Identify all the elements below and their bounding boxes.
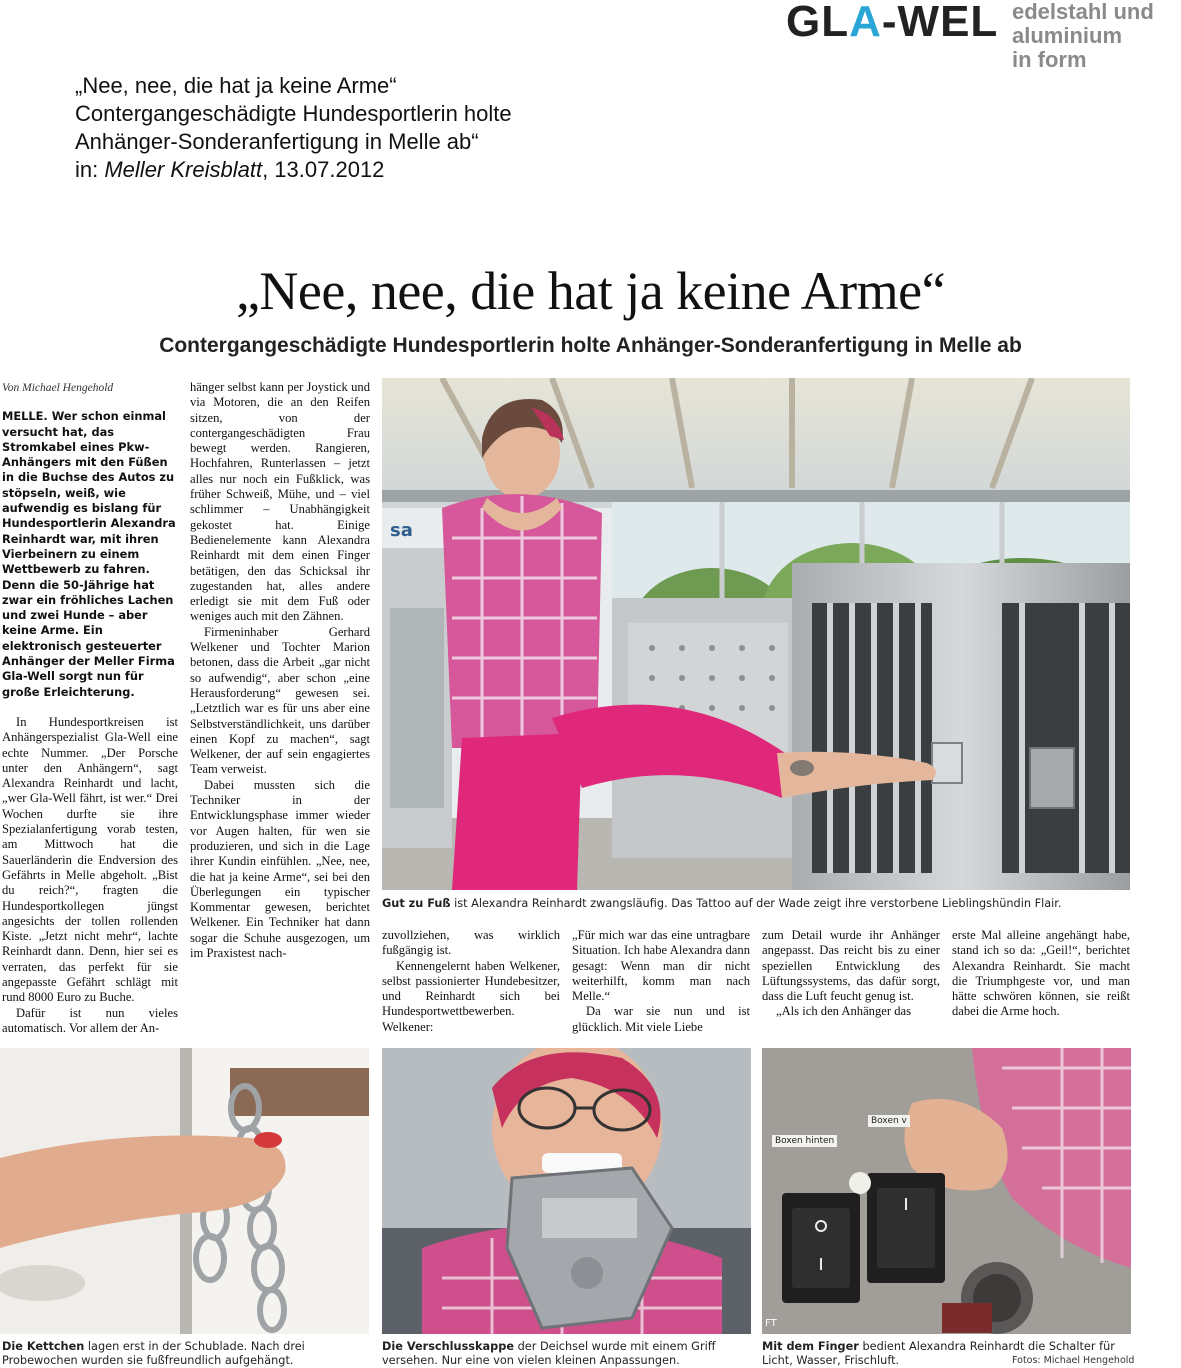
lead-paragraph: MELLE. Wer schon einmal versucht hat, das Stromkabel eines Pkw-Anhängers mit den Füßen in die Buchse des Autos zu stöpseln, weiß, wie aufwendig es bislang für Hundesportlerin Alexandra Reinhardt war, mit ihren Vierbeinern zu einem Wettbewerb zu fahren. Denn die 50-Jährige hat zwar ein fröhliches Lachen und zwei Hunde – aber keine Arme. Ein elektronisch gesteuerter Anhänger der Meller Firma Gla-Well sorgt nun für große Erleichterung. xyxy=(2,409,176,699)
main-photo xyxy=(382,378,1130,890)
photo-switches xyxy=(762,1048,1131,1334)
tagline-line: in form xyxy=(1012,47,1087,72)
photo-corner-text: FT xyxy=(765,1318,777,1329)
photo-cap xyxy=(382,1048,751,1334)
article-column-4 xyxy=(572,928,750,1035)
body-paragraph: zum Detail wurde ihr Anhänger angepasst. Das reicht bis zu einer speziellen Entwicklung des Lüftungssystems, das dafür sorgt, dass die Luft feucht genug ist. xyxy=(762,928,940,1004)
body-paragraph: Dabei mussten sich die Techniker in der Entwicklungsphase immer wieder vor Augen halten, für wen sie produzieren, und sich in die Lage ihrer Kundin einfühlen. „Nee, nee, die hat ja keine Arme“, sei bei den Überlegungen ein typischer Kommentar gewesen, berichtet Welkener. Ein Techniker hat dann sogar die Schuhe ausgezogen, um im Praxistest nach- xyxy=(190,777,370,960)
citation-title-line: Anhänger-Sonderanfertigung in Melle ab“ xyxy=(75,129,479,154)
photo-switches-illustration xyxy=(762,1048,1131,1334)
body-paragraph: zuvollziehen, was wirklich fußgängig ist. xyxy=(382,928,560,958)
body-paragraph: Firmeninhaber Gerhard Welkener und Tochter Marion betonen, dass die Arbeit „gar nicht so aufwendig“, aber schon „eine Herausforderung“ gewesen sei. „Letztlich war es für uns aber eine Selbstverständlichkeit, uns darüber einen Kopf zu machen“, sagt Welkener, der auf sein engagiertes Team verweist. xyxy=(190,624,370,777)
photo-credit: Fotos: Michael Hengehold xyxy=(1012,1355,1135,1366)
citation-title-line: „Nee, nee, die hat ja keine Arme“ xyxy=(75,73,397,98)
store-sign-text: sa xyxy=(390,520,413,541)
photo-switches-caption: Mit dem Finger bedient Alexandra Reinhardt die Schalter für Licht, Wasser, Frischluft. xyxy=(762,1340,1115,1367)
article-column-2 xyxy=(190,380,370,961)
body-paragraph: erste Mal alleine angehängt habe, stand ich so da: „Geil!“, berichtet Alexandra Reinhardt. Sie macht die Triumphgeste vor, und man hätte schwören können, sie reißt dabei die Arme hoch. xyxy=(952,928,1130,1019)
article-column-5 xyxy=(762,928,940,1020)
photo-cap-illustration xyxy=(382,1048,751,1334)
body-paragraph: In Hundesportkreisen ist Anhängerspezialist Gla-Well eine echte Nummer. „Der Porsche unter den Anhängern“, sagt Alexandra Reinhardt und lacht, „wer Gla-Well fährt, ist wer.“ Drei Wochen durfte sie ihre Spezialanfertigung vorab testen, am Mittwoch hat die Sauerländerin die Endversion des Gefährts in Melle abgeholt. „Bist du reich?“, fragten die Hundesportkollegen jüngst angesichts der tollen rollenden Kiste. „Jetzt nicht mehr“, lachte Reinhardt dann. Denn, hier sei es verraten, das perfekt für sie angepasste Gefährt schlägt mit rund 8000 Euro zu Buche. xyxy=(2,714,178,1005)
main-photo-illustration xyxy=(382,378,1130,890)
byline: Von Michael Hengehold xyxy=(2,382,114,394)
citation-block xyxy=(75,72,695,184)
citation-title-line: Contergangeschädigte Hundesportlerin holte xyxy=(75,101,512,126)
switch-label: Boxen v xyxy=(868,1115,910,1127)
citation-source: Meller Kreisblatt xyxy=(104,157,263,182)
article-column-3 xyxy=(382,928,560,1035)
citation-source-line: in: Meller Kreisblatt, 13.07.2012 xyxy=(75,157,385,182)
photo-chain-caption: Die Kettchen lagen erst in der Schublade. Nach drei Probewochen wurden sie fußfreundlich aufgehängt. xyxy=(2,1340,305,1367)
body-paragraph: hänger selbst kann per Joystick und via Motoren, die an den Reifen sitzen, von der contergangeschädigten Frau bewegt werden. Rangieren, Hochfahren, Runterlassen – jetzt alles nur noch ein Fußklick, was früher Schweiß, Mühe, und – viel schlimmer – Unabhängigkeit gekostet hat. Einige Bedienelemente kann Alexandra Reinhardt mit dem einen Finger betätigen, den das Schicksal ihr zugestanden hat, alles andere erledigt sie mit dem Fuß oder weniges auch mit den Zähnen. xyxy=(190,380,370,624)
article-headline: „Nee, nee, die hat ja keine Arme“ xyxy=(235,261,946,321)
photo-chain xyxy=(0,1048,369,1334)
switch-label: Boxen hinten xyxy=(772,1135,837,1147)
photo-chain-illustration xyxy=(0,1048,369,1334)
body-paragraph: Dafür ist nun vieles automatisch. Vor allem der An- xyxy=(2,1005,178,1035)
article-subheadline: Contergangeschädigte Hundesportlerin holte Anhänger-Sonderanfertigung in Melle ab xyxy=(159,334,1022,357)
body-paragraph: Da war sie nun und ist glücklich. Mit viele Liebe xyxy=(572,1004,750,1034)
company-tagline xyxy=(1012,0,1181,72)
body-paragraph: „Für mich war das eine untragbare Situation. Ich habe Alexandra dann gesagt: Wenn man dir nicht weiterhilft, komm man nach Melle.“ xyxy=(572,928,750,1004)
article-column-1 xyxy=(2,381,178,1036)
company-logo: GLA-WEL xyxy=(786,0,999,46)
main-photo-caption: Gut zu Fuß ist Alexandra Reinhardt zwangsläufig. Das Tattoo auf der Wade zeigt ihre verstorbene Lieblingshündin Flair. xyxy=(382,897,1062,910)
tagline-line: aluminium xyxy=(1012,23,1123,48)
article-column-6 xyxy=(952,928,1130,1020)
body-paragraph: Kennengelernt haben Welkener, selbst passionierter Hundebesitzer, und Reinhardt sich bei Hundesportwettbewerben. Welkener: xyxy=(382,958,560,1034)
photo-cap-caption: Die Verschlusskappe der Deichsel wurde mit einem Griff versehen. Nur eine von vielen kleinen Anpassungen. xyxy=(382,1340,716,1367)
body-paragraph: „Als ich den Anhänger das xyxy=(776,1004,911,1019)
tagline-line: edelstahl und xyxy=(1012,0,1154,24)
